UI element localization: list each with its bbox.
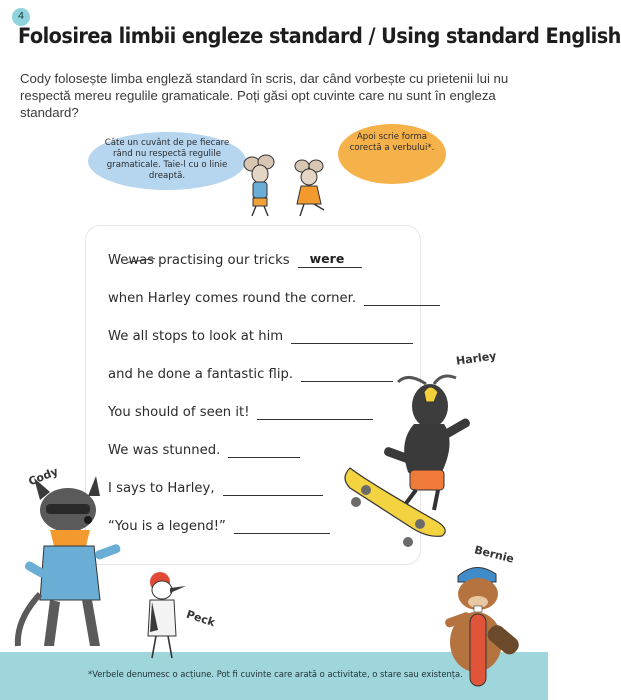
harley-skateboarder-illustration: [338, 372, 498, 552]
speech-bubble-instructions: Câte un cuvânt de pe fiecare rând nu respectă regulile gramaticale. Taie-l cu o linie dreaptă.: [88, 132, 246, 190]
answer-blank-6[interactable]: [228, 443, 300, 458]
character-label-harley: Harley: [455, 349, 498, 368]
line-text: “You is a legend!”: [108, 519, 226, 534]
answer-blank-7[interactable]: [223, 481, 323, 496]
line-text: and he done a fantastic flip.: [108, 367, 294, 382]
struck-word: was: [128, 253, 155, 268]
answer-blank-3[interactable]: [291, 329, 413, 344]
exercise-line-5: [108, 400, 373, 420]
line-text: I says to Harley,: [108, 481, 215, 496]
footnote: *Verbele denumesc o acțiune. Pot fi cuvinte care arată o activitate, o stare sau existența.: [88, 669, 463, 679]
exercise-line-3: [108, 324, 413, 344]
answer-blank-2[interactable]: [364, 291, 440, 306]
character-label-peck: Peck: [184, 607, 217, 630]
peck-bird-illustration: [132, 566, 192, 666]
line-text-after: practising our tricks: [158, 253, 290, 268]
line-text: We all stops to look at him: [108, 329, 284, 344]
mice-illustration: [224, 152, 344, 222]
character-label-bernie: Bernie: [473, 543, 516, 566]
line-text: You should of seen it!: [108, 405, 250, 420]
exercise-line-1: [108, 248, 362, 268]
line-text: when Harley comes round the corner.: [108, 291, 357, 306]
exercise-line-7: [108, 476, 323, 496]
line-text: We was stunned.: [108, 443, 221, 458]
intro-paragraph: Cody folosește limba engleză standard în scris, dar când vorbește cu prietenii lui nu respectă mereu regulile gramaticale. Poți găsi opt cuvinte care nu sunt în engleza standard?: [20, 71, 509, 120]
answer-blank-1[interactable]: [298, 253, 362, 268]
cody-dog-illustration: [10, 470, 130, 660]
exercise-line-8: [108, 514, 330, 534]
character-label-cody: Cody: [26, 464, 61, 489]
page-title: Folosirea limbii engleze standard / Using standard English: [18, 24, 621, 48]
page-number: 4: [12, 8, 30, 26]
answer-blank-8[interactable]: [234, 519, 330, 534]
speech-bubble-verb-hint: Apoi scrie forma corectă a verbului*.: [338, 124, 446, 184]
answer-text: were: [309, 251, 345, 266]
exercise-line-2: [108, 286, 440, 306]
exercise-line-6: [108, 438, 300, 458]
line-text-before: We: [108, 253, 129, 268]
